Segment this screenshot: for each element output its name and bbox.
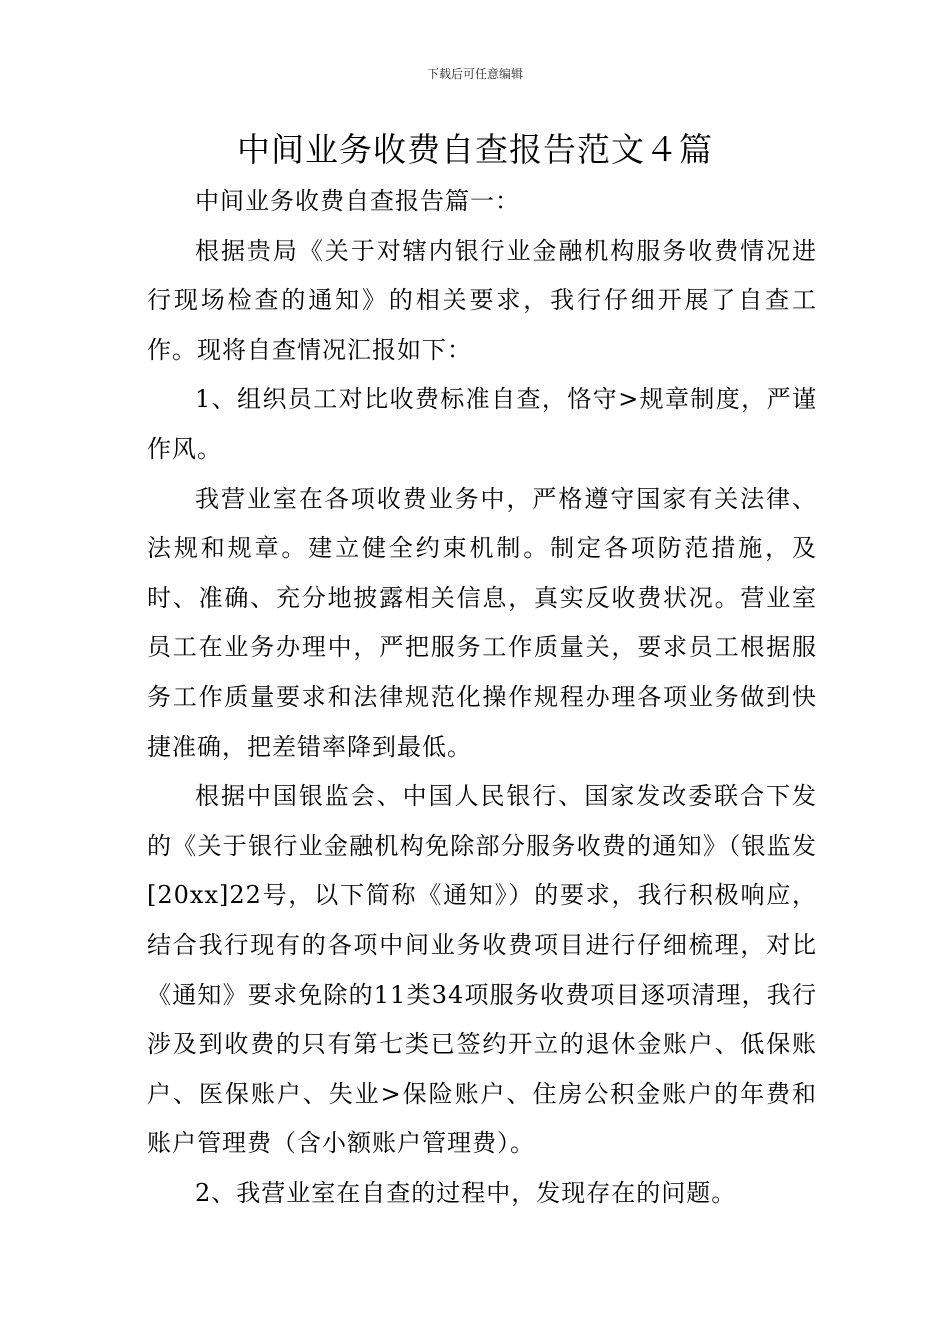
paragraph-notice: 根据中国银监会、中国人民银行、国家发改委联合下发的《关于银行业金融机构免除部分服务收费的通知》（银监发[20xx]22号，以下简称《通知》）的要求，我行积极响应，结合我行现有的各项中间业务收费项目进行仔细梳理，对比《通知》要求免除的11类34项服务收费项目逐项清理，我行涉及到收费的只有第七类已签约开立的退休金账户、低保账户、医保账户、失业>保险账户、住房公积金账户的年费和账户管理费（含小额账户管理费）。	[147, 782, 817, 1158]
section-heading: 中间业务收费自查报告篇一：	[195, 187, 520, 215]
paragraph-intro: 根据贵局《关于对辖内银行业金融机构服务收费情况进行现场检查的通知》的相关要求，我行仔细开展了自查工作。现将自查情况汇报如下：	[147, 236, 817, 364]
document-body	[147, 177, 817, 1218]
paragraph-item-1: 1、组织员工对比收费标准自查，恪守>规章制度，严谨作风。	[147, 385, 817, 463]
paragraph-item-2: 2、我营业室在自查的过程中，发现存在的问题。	[195, 1178, 737, 1207]
header-note: 下载后可任意编辑	[426, 67, 523, 81]
document-title: 中间业务收费自查报告范文４篇	[237, 130, 713, 169]
paragraph-compliance: 我营业室在各项收费业务中，严格遵守国家有关法律、法规和规章。建立健全约束机制。制定各项防范措施，及时、准确、充分地披露相关信息，真实反收费状况。营业室员工在业务办理中，严把服务工作质量关，要求员工根据服务工作质量要求和法律规范化操作规程办理各项业务做到快捷准确，把差错率降到最低。	[147, 484, 817, 761]
